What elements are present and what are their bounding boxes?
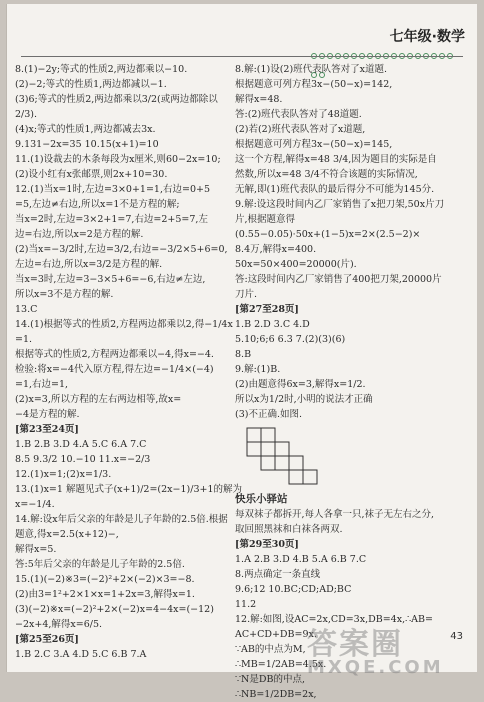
answer-line: 8.解:(1)设(2)班代表队答对了x道题. <box>235 64 388 75</box>
answer-line: [第25至26页] <box>15 634 79 645</box>
answer-line: 12.(1)x=1;(2)x=1/3. <box>15 469 112 480</box>
answer-line: 根据题意可列方程3x−(50−x)=142, <box>235 79 393 90</box>
answer-line: 题意,得x=2.5(x+12)−, <box>15 529 119 540</box>
answer-line: 8.4万,解得x=400. <box>235 244 317 255</box>
answer-line: 11.(1)设裁去的木条每段为x厘米,则60−2x=10; <box>15 154 221 165</box>
answer-line: 无解,即(1)班代表队的最后得分不可能为145分. <box>235 184 435 195</box>
answer-line: =1. <box>15 334 33 345</box>
watermark-text: 答案圈 <box>307 627 403 662</box>
answer-line: 根据等式的性质2,方程两边都乘以−4,得x=−4. <box>15 349 214 360</box>
answer-line: 14.(1)根据等式的性质2,方程两边都乘以2,得−1/4x <box>15 319 233 330</box>
answer-line: ∴MB=1/2AB=4.5x. <box>235 659 327 670</box>
answer-line: (2)由题意得6x=3,解得x=1/2. <box>235 379 366 390</box>
answer-line: 答:这段时间内乙厂家销售了400把刀架,20000片 <box>235 274 442 285</box>
answer-line: AC+CD+DB=9x. <box>235 629 317 640</box>
page-header <box>7 4 477 60</box>
answer-line: 答:5年后父亲的年龄是儿子年龄的2.5倍. <box>15 559 185 570</box>
answer-line: (2)设小红有x张邮票,则2x+10=30. <box>15 169 168 180</box>
answer-line: (3)(−2)※x=(−2)²+2×(−2)x=4−4x=(−12) <box>15 604 214 615</box>
answer-line: =1,右边=1, <box>15 379 69 390</box>
answer-line: 8.两点确定一条直线 <box>235 569 321 580</box>
answer-line: 解得x=5. <box>15 544 57 555</box>
answer-line: (2)当x=−3/2时,左边=3/2,右边=−3/2×5+6=0, <box>15 244 228 255</box>
answer-line: =5,左边≠右边,所以x=1不是方程的解; <box>15 199 180 210</box>
answer-line: ∴NB=1/2DB=2x, <box>235 689 317 700</box>
answer-line: 当x=2时,左边=3×2+1=7,右边=2+5=7,左 <box>15 214 208 225</box>
answer-line: 9.解:(1)B. <box>235 364 281 375</box>
answer-line: 然数,所以x=48 3/4不符合该题的实际情况, <box>235 169 418 180</box>
answer-line: 8.(1)−2y;等式的性质2,两边都乘以−10. <box>15 64 188 75</box>
answer-line: ∵AB的中点为M, <box>235 644 306 655</box>
watermark <box>307 619 477 678</box>
answer-line: (2)若(2)班代表队答对了x道题, <box>235 124 366 135</box>
answer-line: 13.(1)x=1 解题见式子(x+1)/2=(2x−1)/3+1的解为 <box>15 484 242 495</box>
answer-line: 5.10;6;6 6.3 7.(2)(3)(6) <box>235 334 346 345</box>
grade-title: 七年级·数学 <box>389 29 465 45</box>
answer-line: 1.B 2.B 3.D 4.A 5.C 6.A 7.C <box>15 439 147 450</box>
answer-line: ∵N是DB的中点, <box>235 674 305 685</box>
answer-line: (3)不正确.如图. <box>235 409 302 420</box>
answer-line: 9.6;12 10.BC;CD;AD;BC <box>235 584 352 595</box>
header-rule <box>21 56 463 57</box>
answer-line: 刀片. <box>235 289 258 300</box>
answer-line: −4是方程的解. <box>15 409 80 420</box>
watermark-url: MXQE.COM <box>307 657 444 678</box>
workbook-page <box>6 4 477 700</box>
answer-line: 根据题意可列方程3x−(50−x)=145, <box>235 139 393 150</box>
answer-line: 解得x=48. <box>235 94 283 105</box>
answer-line: [第27至28页] <box>235 304 299 315</box>
answer-line: (4)x;等式的性质1,两边都减去3x. <box>15 124 156 135</box>
answer-line: 1.B 2.D 3.C 4.D <box>235 319 310 330</box>
answer-line: (2)−2;等式的性质1,两边都减以−1. <box>15 79 167 90</box>
answer-line: 13.C <box>15 304 38 315</box>
answer-line: 所以x为1/2时,小明的说法才正确 <box>235 394 373 405</box>
decorative-dots <box>311 44 461 50</box>
answer-line: 边=右边,所以x=2是方程的解. <box>15 229 144 240</box>
page-number: 43 <box>450 631 463 642</box>
answer-line: 1.B 2.C 3.A 4.D 5.C 6.B 7.A <box>15 649 147 660</box>
answer-line: (0.55−0.05)·50x+(1−5)x=2×(2.5−2)× <box>235 229 421 240</box>
answer-line: −2x+4,解得x=6/5. <box>15 619 103 630</box>
answer-line: 答:(2)班代表队答对了48道题. <box>235 109 362 120</box>
answer-line: 11.2 <box>235 599 257 610</box>
answer-line: 1.A 2.B 3.D 4.B 5.A 6.B 7.C <box>235 554 367 565</box>
answer-line: 这一个方程,解得x=48 3/4,因为题目的实际是自 <box>235 154 437 165</box>
answer-line: 快乐小驿站 <box>235 493 288 505</box>
answer-line: 每双袜子都拆开,每人各拿一只,袜子无左右之分, <box>235 509 435 520</box>
cube-net-figure <box>245 426 335 486</box>
answer-line: (3)6;等式的性质2,两边都乘以3/2(或两边都除以 <box>15 94 218 105</box>
answer-line: (2)由3=1²+2×1×x=1+2x=3,解得x=1. <box>15 589 195 600</box>
answer-line: 14.解:设x年后父亲的年龄是儿子年龄的2.5倍.根据 <box>15 514 228 525</box>
answer-line: 8.5 9.3/2 10.−10 11.x=−2/3 <box>15 454 151 465</box>
answer-line: 当x=3时,左边=3−3×5+6=−6,右边≠左边, <box>15 274 206 285</box>
answer-line: x=−1/4. <box>15 499 55 510</box>
answer-line: (2)x=3,所以方程的左右两边相等,故x= <box>15 394 182 405</box>
answer-line: 2/3). <box>15 109 38 120</box>
answer-line: 12.解:如图,设AC=2x,CD=3x,DB=4x,∴AB= <box>235 614 433 625</box>
answer-line: 片,根据题意得 <box>235 214 296 225</box>
answer-line: 检验:将x=−4代入原方程,得左边=−1/4×(−4) <box>15 364 214 375</box>
right-column-top <box>235 62 471 422</box>
answer-line: 50x=50×400=20000(片). <box>235 259 357 270</box>
left-column <box>15 62 242 662</box>
answer-line: 所以x=3不是方程的解. <box>15 289 114 300</box>
answer-line: [第23至24页] <box>15 424 79 435</box>
answer-line: 8.B <box>235 349 252 360</box>
answer-line: [第29至30页] <box>235 539 299 550</box>
answer-line: 9.131−2x=35 10.15(x+1)=10 <box>15 139 159 150</box>
answer-line: 取回照黑袜和白袜各两双. <box>235 524 343 535</box>
answer-line: 9.解:设这段时间内乙厂家销售了x把刀架,50x片刀 <box>235 199 445 210</box>
answer-line: 12.(1)当x=1时,左边=3×0+1=1,右边=0+5 <box>15 184 210 195</box>
answer-line: 15.(1)(−2)※3=(−2)²+2×(−2)×3=−8. <box>15 574 195 585</box>
answer-line: 左边=右边,所以x=3/2是方程的解. <box>15 259 163 270</box>
right-column <box>235 62 471 702</box>
